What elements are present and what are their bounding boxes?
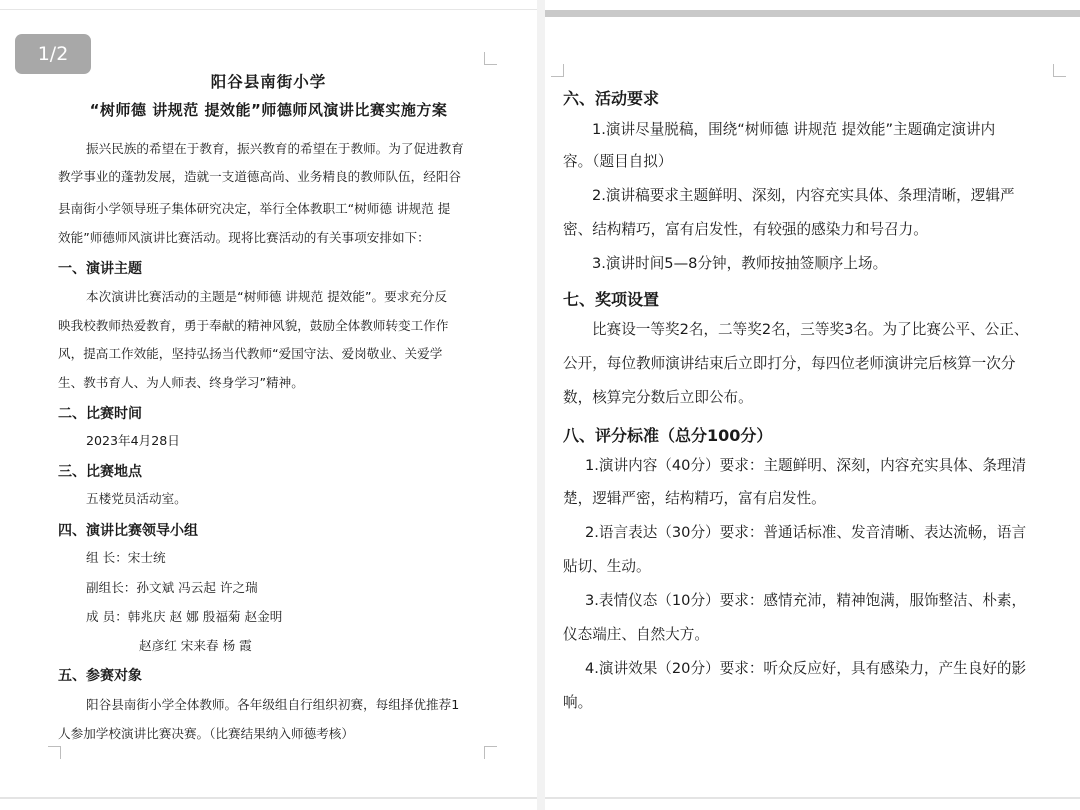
page-indicator: 1/2	[15, 34, 91, 74]
section-heading: 六、活动要求	[563, 89, 660, 108]
body-line: 公开，每位教师演讲结束后立即打分，每四位老师演讲完后核算一次分	[563, 355, 1016, 372]
corner-mark	[484, 746, 497, 759]
section-heading: 三、比赛地点	[58, 464, 142, 480]
body-line: 4.演讲效果（20分）要求：听众反应好，具有感染力，产生良好的影	[585, 660, 1027, 677]
intro-line: 教学事业的蓬勃发展，造就一支道德高尚、业务精良的教师队伍，经阳谷	[58, 169, 461, 184]
page-bottom-border	[0, 797, 537, 799]
body-line: 仪态端庄、自然大方。	[563, 626, 709, 643]
body-line: 五楼党员活动室。	[86, 491, 187, 506]
body-line: 风，提高工作效能，坚持弘扬当代教师“爱国守法、爱岗敬业、关爱学	[58, 346, 443, 361]
body-line: 3.表情仪态（10分）要求：感情充沛，精神饱满，服饰整洁、朴素，	[585, 592, 1027, 609]
intro-line: 县南街小学领导班子集体研究决定，举行全体教职工“树师德 讲规范 提	[58, 201, 451, 216]
body-line: 2.演讲稿要求主题鲜明、深刻，内容充实具体、条理清晰，逻辑严	[592, 187, 1015, 204]
body-line: 人参加学校演讲比赛决赛。（比赛结果纳入师德考核）	[58, 726, 354, 741]
section-heading: 七、奖项设置	[563, 290, 660, 309]
body-line: 映我校教师热爱教育，勇于奉献的精神风貌，鼓励全体教师转变工作作	[58, 318, 449, 333]
corner-mark	[1053, 64, 1066, 77]
body-line: 容。（题目自拟）	[563, 153, 673, 170]
body-line: 比赛设一等奖2名，二等奖2名，三等奖3名。为了比赛公平、公正、	[592, 321, 1029, 338]
page-top-border	[545, 10, 1080, 17]
plan-title: “树师德 讲规范 提效能”师德师风演讲比赛实施方案	[89, 101, 448, 119]
school-title: 阳谷县南街小学	[210, 73, 327, 91]
body-line: 1.演讲内容（40分）要求：主题鲜明、深刻，内容充实具体、条理清	[585, 457, 1027, 474]
body-line: 2023年4月28日	[86, 433, 180, 448]
body-line: 本次演讲比赛活动的主题是“树师德 讲规范 提效能”。要求充分反	[86, 289, 448, 304]
left-document-page	[0, 0, 537, 810]
corner-mark	[484, 52, 497, 65]
team-deputy: 副组长：孙文斌 冯云起 许之瑞	[86, 580, 258, 595]
page-top-border	[0, 9, 537, 10]
section-heading: 二、比赛时间	[58, 406, 142, 422]
section-heading: 一、演讲主题	[58, 261, 142, 277]
body-line: 阳谷县南街小学全体教师。各年级组自行组织初赛，每组择优推荐1	[86, 697, 460, 712]
body-line: 1.演讲尽量脱稿，围绕“树师德 讲规范 提效能”主题确定演讲内	[592, 121, 996, 138]
body-line: 数，核算完分数后立即公布。	[563, 389, 753, 406]
page-bottom-border	[545, 797, 1080, 799]
body-line: 响。	[563, 694, 593, 711]
intro-line: 效能”师德师风演讲比赛活动。现将比赛活动的有关事项安排如下：	[58, 230, 430, 245]
section-heading: 八、评分标准（总分100分）	[563, 426, 773, 445]
intro-line: 振兴民族的希望在于教育，振兴教育的希望在于教师。为了促进教育	[86, 141, 464, 156]
corner-mark	[48, 746, 61, 759]
section-heading: 四、演讲比赛领导小组	[58, 523, 198, 539]
body-line: 2.语言表达（30分）要求：普通话标准、发音清晰、表达流畅，语言	[585, 524, 1027, 541]
body-line: 密、结构精巧，富有启发性，有较强的感染力和号召力。	[563, 221, 928, 238]
section-heading: 五、参赛对象	[58, 668, 142, 684]
body-line: 生、教书育人、为人师表、终身学习”精神。	[58, 375, 304, 390]
body-line: 贴切、生动。	[563, 558, 651, 575]
team-members: 成 员：韩兆庆 赵 娜 殷福菊 赵金明	[86, 609, 283, 624]
right-document-page	[545, 0, 1080, 810]
team-members: 赵彦红 宋来春 杨 霞	[139, 638, 252, 653]
corner-mark	[551, 64, 564, 77]
body-line: 楚，逻辑严密，结构精巧，富有启发性。	[563, 490, 826, 507]
body-line: 3.演讲时间5—8分钟，教师按抽签顺序上场。	[592, 255, 888, 272]
team-leader: 组 长：宋士统	[86, 550, 166, 565]
